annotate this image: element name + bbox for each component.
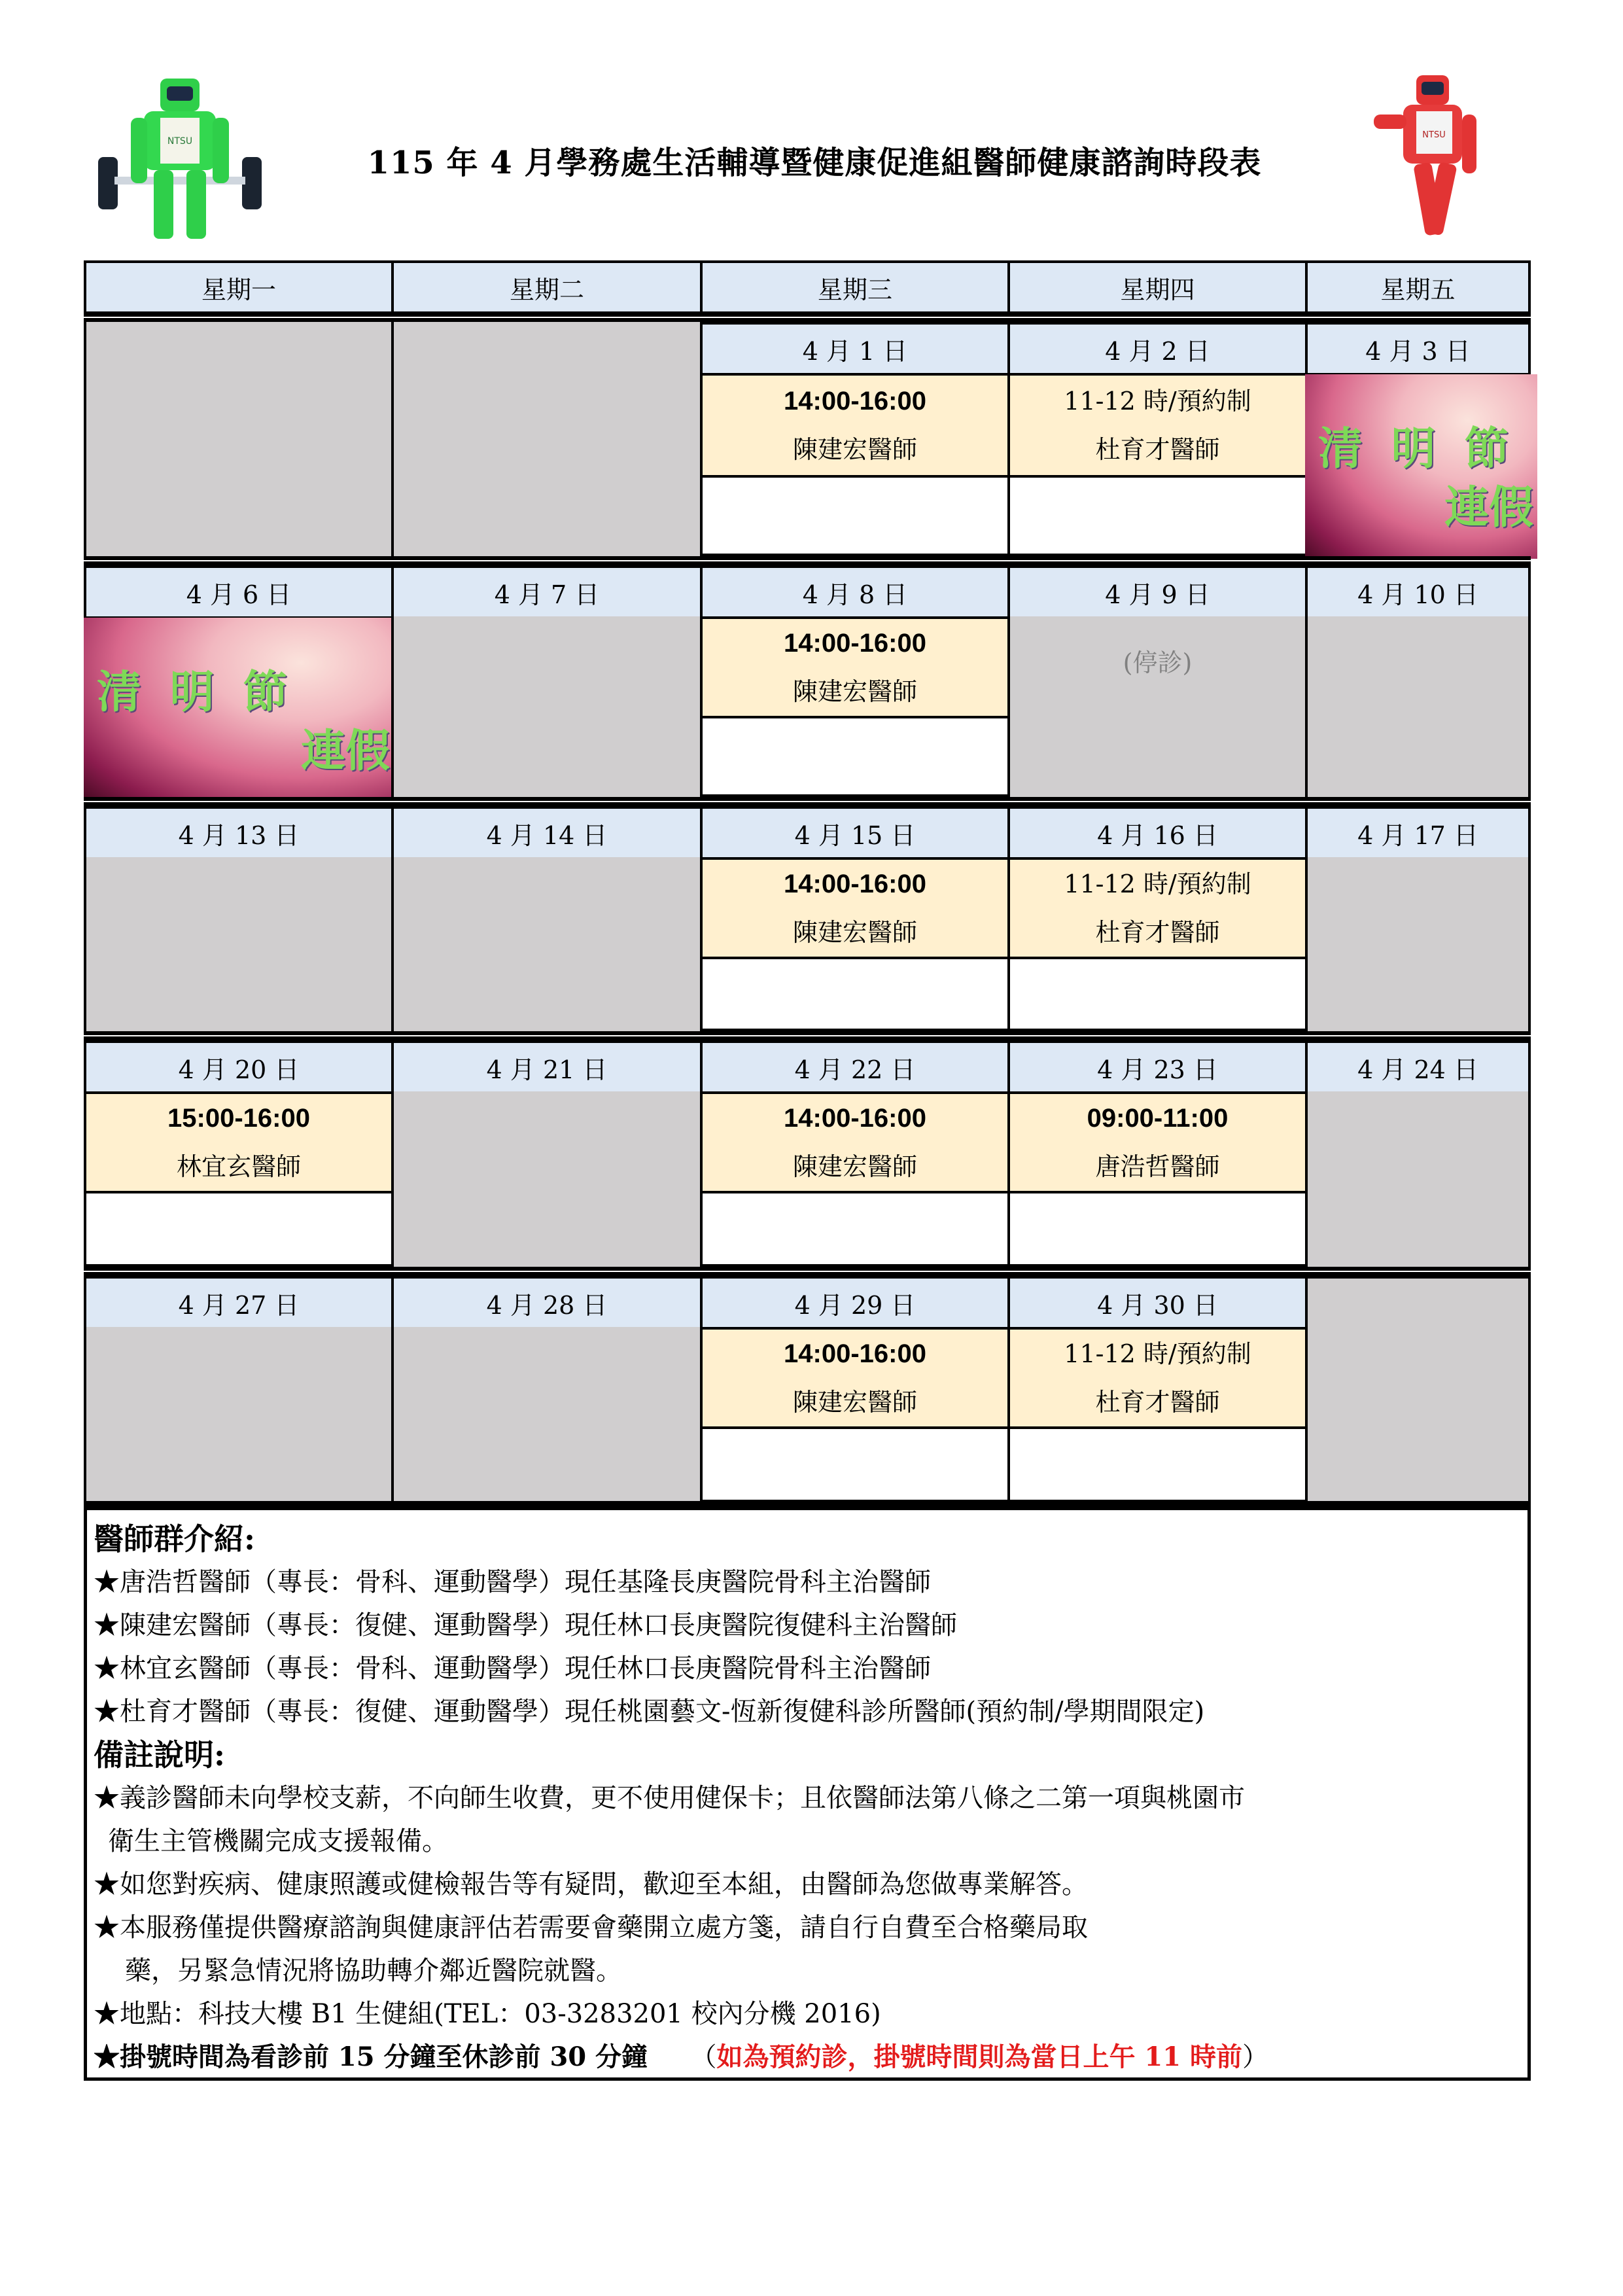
consult-slot[interactable] (1007, 1091, 1308, 1193)
doctors-section-title: 醫師群介紹: (94, 1521, 255, 1557)
weekday-header-wed: 星期三 (700, 260, 1010, 314)
slot-doctor: 陳建宏醫師 (792, 1388, 917, 1417)
consult-slot[interactable] (1007, 373, 1308, 478)
date-cell: 4 月 21 日 (391, 1040, 703, 1094)
paren-close: ） (1242, 2042, 1268, 2072)
empty-cell (700, 957, 1010, 1031)
slot-doctor: 杜育才醫師 (1095, 918, 1220, 947)
suspended-note: (停診) (1123, 648, 1193, 677)
registration-time (94, 2036, 1521, 2079)
closed-cell (391, 857, 703, 1031)
week-row-2 (84, 565, 1531, 797)
weekday-header-fri: 星期五 (1305, 260, 1531, 314)
slot-time: 14:00-16:00 (784, 387, 926, 415)
closed-cell (1305, 616, 1531, 797)
green-robot-image (98, 79, 262, 242)
weekday-header-mon: 星期一 (84, 260, 394, 314)
slot-doctor: 陳建宏醫師 (792, 918, 917, 947)
slot-time: 14:00-16:00 (784, 629, 926, 658)
empty-cell (700, 1426, 1010, 1502)
date-cell: 4 月 24 日 (1305, 1040, 1531, 1094)
date-cell: 4 月 28 日 (391, 1276, 703, 1330)
location-info: ★地點：科技大樓 B1 生健組(TEL：03-3283201 校內分機 2016) (94, 1999, 881, 2029)
week-row-3 (84, 806, 1531, 1031)
slot-doctor: 陳建宏醫師 (792, 435, 917, 464)
slot-time: 15:00-16:00 (167, 1104, 310, 1133)
date-cell: 4 月 3 日 (1305, 322, 1531, 376)
empty-cell (700, 475, 1010, 556)
remarks-section-title: 備註說明: (94, 1737, 225, 1773)
empty-cell (1007, 475, 1308, 556)
qingming-holiday-image (1305, 374, 1537, 559)
date-cell: 4 月 2 日 (1007, 322, 1308, 376)
date-cell: 4 月 30 日 (1007, 1276, 1308, 1330)
empty-cell (1007, 1191, 1308, 1267)
consult-slot[interactable] (1007, 1327, 1308, 1429)
date-cell: 4 月 29 日 (700, 1276, 1010, 1330)
closed-cell (84, 322, 394, 556)
slot-doctor: 杜育才醫師 (1095, 435, 1220, 464)
paren-open: （ (690, 2042, 717, 2072)
closed-cell (391, 1091, 703, 1267)
date-cell: 4 月 9 日 (1007, 565, 1308, 619)
closed-cell (391, 1327, 703, 1502)
week-divider (84, 1267, 1531, 1276)
week-divider (84, 797, 1531, 806)
slot-doctor: 杜育才醫師 (1095, 1388, 1220, 1417)
date-cell: 4 月 14 日 (391, 806, 703, 860)
notes-section (84, 1505, 1531, 2081)
empty-cell (1007, 957, 1308, 1031)
doctor-intro: ★林宜玄醫師（專長：骨科、運動醫學）現任林口長庚醫院骨科主治醫師 (94, 1653, 931, 1684)
week-row-4 (84, 1040, 1531, 1267)
date-cell: 4 月 17 日 (1305, 806, 1531, 860)
slot-time: 14:00-16:00 (784, 1339, 926, 1368)
closed-cell (391, 322, 703, 556)
consult-slot[interactable] (84, 1091, 394, 1193)
remark-item-continued: 藥，另緊急情況將協助轉介鄰近醫院就醫。 (125, 1956, 622, 1986)
date-cell: 4 月 13 日 (84, 806, 394, 860)
empty-cell (700, 716, 1010, 797)
slot-time: 09:00-11:00 (1087, 1104, 1229, 1133)
date-cell: 4 月 6 日 (84, 565, 394, 619)
consult-slot[interactable] (700, 857, 1010, 959)
consult-slot[interactable] (700, 1091, 1010, 1193)
closed-cell (1305, 1091, 1531, 1267)
svg-text:NTSU: NTSU (167, 136, 193, 147)
slot-time: 11-12 時/預約制 (1064, 387, 1251, 415)
closed-cell (391, 616, 703, 797)
slot-doctor: 陳建宏醫師 (792, 677, 917, 706)
slot-time: 11-12 時/預約制 (1064, 870, 1251, 898)
holiday-text: 連假 (1444, 482, 1533, 534)
weekday-header-thu: 星期四 (1007, 260, 1308, 314)
holiday-text: 清 明 節 (1318, 423, 1516, 475)
date-cell: 4 月 22 日 (700, 1040, 1010, 1094)
remark-item: ★如您對疾病、健康照護或健檢報告等有疑問，歡迎至本組，由醫師為您做專業解答。 (94, 1869, 1088, 1899)
date-cell: 4 月 27 日 (84, 1276, 394, 1330)
empty-cell (700, 1191, 1010, 1267)
week-row-5 (84, 1276, 1531, 1502)
registration-main: ★掛號時間為看診前 15 分鐘至休診前 30 分鐘 (94, 2041, 648, 2072)
slot-doctor: 唐浩哲醫師 (1095, 1152, 1220, 1181)
remark-item-continued: 衛生主管機關完成支援報備。 (108, 1826, 448, 1856)
week-row-1 (84, 322, 1531, 556)
holiday-text: 連假 (300, 726, 390, 777)
doctor-intro: ★杜育才醫師（專長：復健、運動醫學）現任桃園藝文-恆新復健科診所醫師(預約制/學期間限定) (94, 1697, 1205, 1727)
consult-slot[interactable] (1007, 857, 1308, 959)
slot-doctor: 林宜玄醫師 (176, 1152, 301, 1181)
closed-cell (1305, 1276, 1531, 1502)
red-robot-image (1367, 75, 1498, 245)
slot-time: 14:00-16:00 (784, 1104, 926, 1133)
doctor-intro: ★陳建宏醫師（專長：復健、運動醫學）現任林口長庚醫院復健科主治醫師 (94, 1610, 957, 1640)
svg-text:NTSU: NTSU (1422, 130, 1446, 140)
registration-red-note: 如為預約診，掛號時間則為當日上午 11 時前 (716, 2041, 1242, 2072)
empty-cell (1007, 1426, 1308, 1502)
date-cell: 4 月 15 日 (700, 806, 1010, 860)
consult-slot[interactable] (700, 373, 1010, 478)
date-cell: 4 月 16 日 (1007, 806, 1308, 860)
holiday-text: 清 明 節 (97, 667, 294, 718)
doctor-intro: ★唐浩哲醫師（專長：骨科、運動醫學）現任基隆長庚醫院骨科主治醫師 (94, 1567, 931, 1597)
date-cell: 4 月 7 日 (391, 565, 703, 619)
week-divider (84, 313, 1531, 322)
weekday-header-row (84, 260, 1531, 314)
week-divider (84, 556, 1531, 565)
page-title: 115 年 4 月學務處生活輔導暨健康促進組醫師健康諮詢時段表 (367, 145, 1262, 181)
remark-item: ★義診醫師未向學校支薪，不向師生收費，更不使用健保卡；且依醫師法第八條之二第一項與桃園市 (94, 1783, 1245, 1813)
consult-slot[interactable] (700, 1327, 1010, 1429)
slot-doctor: 陳建宏醫師 (792, 1152, 917, 1181)
date-cell: 4 月 20 日 (84, 1040, 394, 1094)
closed-cell (1007, 616, 1308, 797)
week-divider (84, 1031, 1531, 1040)
qingming-holiday-image (84, 618, 394, 798)
closed-cell (84, 857, 394, 1031)
weekday-header-tue: 星期二 (391, 260, 703, 314)
empty-cell (84, 1191, 394, 1267)
date-cell: 4 月 10 日 (1305, 565, 1531, 619)
date-cell: 4 月 23 日 (1007, 1040, 1308, 1094)
closed-cell (84, 1327, 394, 1502)
closed-cell (1305, 857, 1531, 1031)
date-cell: 4 月 8 日 (700, 565, 1010, 619)
slot-time: 14:00-16:00 (784, 870, 926, 898)
slot-time: 11-12 時/預約制 (1064, 1339, 1251, 1368)
date-cell: 4 月 1 日 (700, 322, 1010, 376)
consult-slot[interactable] (700, 616, 1010, 718)
remark-item: ★本服務僅提供醫療諮詢與健康評估若需要會藥開立處方箋，請自行自費至合格藥局取 (94, 1913, 1088, 1943)
